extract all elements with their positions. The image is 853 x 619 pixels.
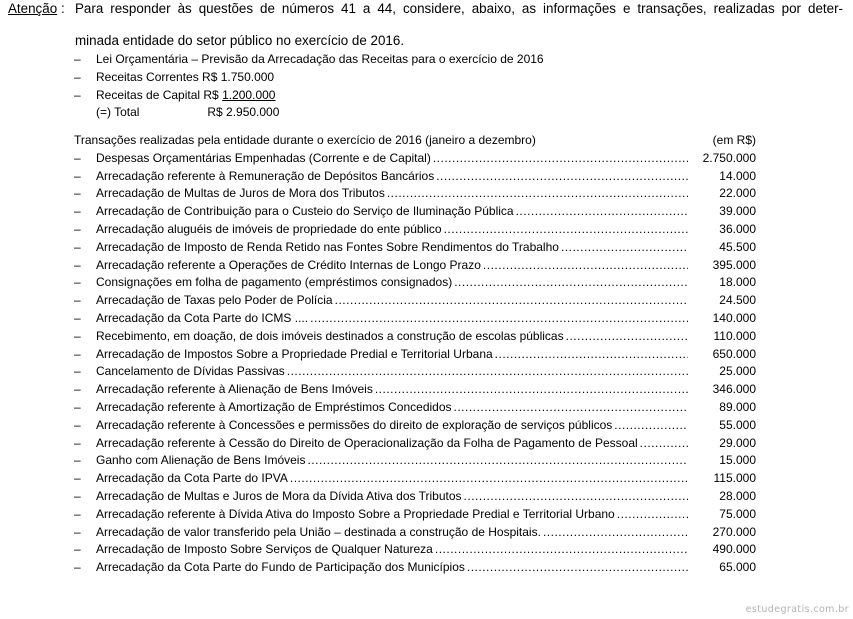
table-row <box>74 381 756 399</box>
transaction-label: Arrecadação referente a Operações de Crédito Internas de Longo Prazo <box>96 257 481 272</box>
dash-bullet: – <box>74 471 81 486</box>
dash-bullet: – <box>74 293 81 308</box>
transaction-label: Arrecadação de Multas e Juros de Mora da Dívida Ativa dos Tributos <box>96 488 462 503</box>
dash-bullet: – <box>74 488 81 503</box>
transaction-label: Arrecadação de Taxas pelo Poder de Polícia <box>96 293 333 308</box>
dash-bullet: – <box>74 417 81 432</box>
transaction-label: Arrecadação referente à Cessão do Direito de Operacionalização da Folha de Pagamento de Pessoal <box>96 435 638 450</box>
transaction-label: Arrecadação de Impostos Sobre a Propriedade Predial e Territorial Urbana <box>96 346 493 361</box>
dash-bullet: – <box>74 382 81 397</box>
transaction-value: 22.000 <box>719 186 756 201</box>
budget-law-title: Lei Orçamentária – Previsão da Arrecadação das Receitas para o exercício de 2016 <box>96 52 544 66</box>
transaction-value: 15.000 <box>719 453 756 468</box>
transaction-value: 65.000 <box>719 560 756 575</box>
transaction-label: Arrecadação referente à Alienação de Bens Imóveis <box>96 382 373 397</box>
dash-bullet: – <box>74 328 81 343</box>
list-item <box>74 69 774 87</box>
transaction-label: Arrecadação de Imposto Sobre Serviços de Qualquer Natureza <box>96 542 433 557</box>
transaction-value: 140.000 <box>712 310 756 325</box>
attention-colon: : <box>61 1 65 16</box>
dash-bullet: – <box>74 506 81 521</box>
dash-bullet: – <box>74 87 81 102</box>
transaction-value: 18.000 <box>719 275 756 290</box>
dot-leader <box>454 274 688 292</box>
table-row <box>74 541 756 559</box>
capital-revenue-label: Receitas de Capital R$ <box>96 87 223 102</box>
dot-leader <box>387 185 688 203</box>
capital-revenue-value: 1.200.000 <box>222 87 276 102</box>
total-value: R$ 2.950.000 <box>207 105 280 120</box>
attention-note <box>8 1 843 49</box>
transaction-label: Arrecadação da Cota Parte do IPVA <box>96 471 288 486</box>
attention-text-line2: minada entidade do setor público no exercício de 2016. <box>75 33 405 48</box>
transaction-value: 270.000 <box>712 524 756 539</box>
dot-leader <box>467 559 688 577</box>
total-label: (=) Total <box>96 105 140 120</box>
table-row <box>74 488 756 506</box>
table-row <box>74 239 756 257</box>
dot-leader <box>310 310 688 328</box>
dot-leader <box>614 417 688 435</box>
attention-label: Atenção <box>8 1 58 16</box>
transaction-value: 650.000 <box>712 346 756 361</box>
dash-bullet: – <box>74 364 81 379</box>
table-row <box>74 328 756 346</box>
table-row <box>74 363 756 381</box>
dot-leader <box>483 257 688 275</box>
transaction-label: Arrecadação de Imposto de Renda Retido nas Fontes Sobre Rendimentos do Trabalho <box>96 239 559 254</box>
table-row <box>74 417 756 435</box>
unit-label: (em R$) <box>712 133 756 147</box>
transaction-value: 2.750.000 <box>702 150 756 165</box>
transaction-label: Arrecadação de valor transferido pela União – destinada a construção de Hospitais. <box>96 524 541 539</box>
watermark: estudegratis.com.br <box>745 604 849 615</box>
dash-bullet: – <box>74 399 81 414</box>
table-row <box>74 399 756 417</box>
dot-leader <box>436 168 688 186</box>
dash-bullet: – <box>74 168 81 183</box>
dot-leader <box>640 435 688 453</box>
total-row <box>74 104 774 122</box>
dot-leader <box>454 399 688 417</box>
dash-bullet: – <box>74 542 81 557</box>
transaction-value: 110.000 <box>713 328 756 343</box>
dash-bullet: – <box>74 275 81 290</box>
transaction-label: Despesas Orçamentárias Empenhadas (Corrente e de Capital) <box>96 150 431 165</box>
dot-leader <box>543 524 688 542</box>
dot-leader <box>444 221 688 239</box>
table-row <box>74 203 756 221</box>
list-item <box>74 51 774 69</box>
transaction-value: 55.000 <box>719 417 756 432</box>
table-row <box>74 292 756 310</box>
dash-bullet: – <box>74 310 81 325</box>
transaction-value: 36.000 <box>719 221 756 236</box>
transaction-label: Ganho com Alienação de Bens Imóveis <box>96 453 306 468</box>
transaction-value: 39.000 <box>719 204 756 219</box>
dot-leader <box>433 150 688 168</box>
transaction-label: Arrecadação da Cota Parte do Fundo de Participação dos Municípios <box>96 560 465 575</box>
transaction-label: Arrecadação da Cota Parte do ICMS .... <box>96 310 309 325</box>
transactions-header <box>74 132 756 150</box>
table-row <box>74 168 756 186</box>
dot-leader <box>435 541 688 559</box>
budget-law-section <box>74 51 774 122</box>
dot-leader <box>566 328 688 346</box>
table-row <box>74 506 756 524</box>
table-row <box>74 346 756 364</box>
current-revenue: Receitas Correntes R$ 1.750.000 <box>96 69 275 84</box>
transaction-label: Arrecadação aluguéis de imóveis de propriedade do ente público <box>96 221 442 236</box>
list-item <box>74 87 774 105</box>
attention-text-line1: Para responder às questões de números 41 a 44, considere, abaixo, as informações e transações, realizadas por deter- <box>75 1 843 16</box>
transaction-value: 75.000 <box>719 506 756 521</box>
transaction-value: 395.000 <box>712 257 756 272</box>
dash-bullet: – <box>74 69 81 84</box>
dash-bullet: – <box>74 186 81 201</box>
table-row <box>74 150 756 168</box>
transaction-label: Arrecadação referente à Concessões e permissões do direito de exploração de serviços públicos <box>96 417 613 432</box>
table-row <box>74 452 756 470</box>
transaction-label: Recebimento, em doação, de dois imóveis destinados a construção de escolas públicas <box>96 328 564 343</box>
transaction-value: 89.000 <box>719 399 756 414</box>
transaction-label: Arrecadação de Multas de Juros de Mora dos Tributos <box>96 186 385 201</box>
dash-bullet: – <box>74 524 81 539</box>
dot-leader <box>516 203 688 221</box>
transaction-value: 25.000 <box>719 364 756 379</box>
dash-bullet: – <box>74 346 81 361</box>
transaction-value: 14.000 <box>719 168 756 183</box>
dash-bullet: – <box>74 435 81 450</box>
transaction-value: 24.500 <box>719 293 756 308</box>
table-row <box>74 559 756 577</box>
dash-bullet: – <box>74 453 81 468</box>
table-row <box>74 185 756 203</box>
table-row <box>74 221 756 239</box>
dash-bullet: – <box>74 204 81 219</box>
table-row <box>74 524 756 542</box>
transactions-title: Transações realizadas pela entidade durante o exercício de 2016 (janeiro a dezembro) <box>74 133 536 147</box>
dot-leader <box>561 239 688 257</box>
dash-bullet: – <box>74 221 81 236</box>
transactions-section <box>74 132 756 577</box>
transaction-value: 346.000 <box>712 382 756 397</box>
dot-leader <box>307 452 688 470</box>
table-row <box>74 310 756 328</box>
transaction-label: Cancelamento de Dívidas Passivas <box>96 364 285 379</box>
transaction-value: 28.000 <box>719 488 756 503</box>
dot-leader <box>287 363 688 381</box>
transaction-label: Consignações em folha de pagamento (empréstimos consignados) <box>96 275 453 290</box>
dash-bullet: – <box>74 239 81 254</box>
dash-bullet: – <box>74 52 81 66</box>
table-row <box>74 257 756 275</box>
transactions-list <box>74 150 756 577</box>
dot-leader <box>464 488 688 506</box>
dot-leader <box>290 470 688 488</box>
transaction-value: 45.500 <box>719 239 756 254</box>
table-row <box>74 470 756 488</box>
dot-leader <box>617 506 688 524</box>
table-row <box>74 435 756 453</box>
dot-leader <box>495 346 688 364</box>
dot-leader <box>375 381 688 399</box>
transaction-label: Arrecadação de Contribuição para o Custeio do Serviço de Iluminação Pública <box>96 204 514 219</box>
transaction-value: 490.000 <box>712 542 756 557</box>
dash-bullet: – <box>74 150 81 165</box>
transaction-value: 115.000 <box>713 471 756 486</box>
transaction-label: Arrecadação referente à Amortização de Empréstimos Concedidos <box>96 399 452 414</box>
dot-leader <box>335 292 688 310</box>
transaction-value: 29.000 <box>719 435 756 450</box>
dash-bullet: – <box>74 560 81 575</box>
table-row <box>74 274 756 292</box>
dash-bullet: – <box>74 257 81 272</box>
transaction-label: Arrecadação referente à Dívida Ativa do Imposto Sobre a Propriedade Predial e Territorial Urbano <box>96 506 615 521</box>
transaction-label: Arrecadação referente à Remuneração de Depósitos Bancários <box>96 168 435 183</box>
